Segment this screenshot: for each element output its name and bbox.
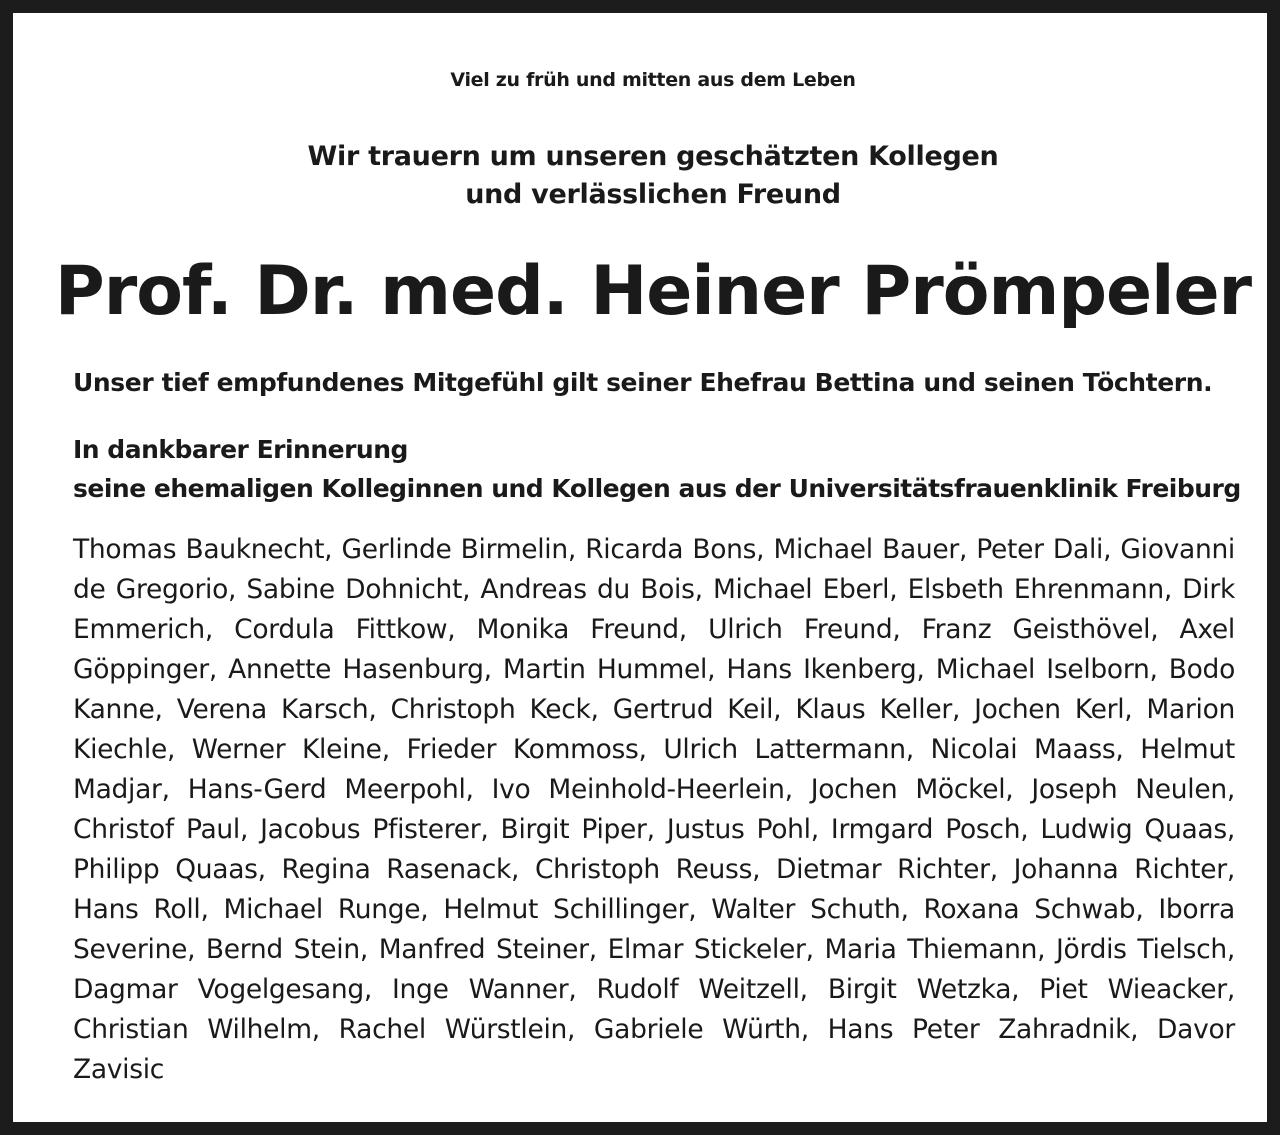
subtitle-line-2: und verlässlichen Freund	[465, 179, 841, 210]
deceased-name: Prof. Dr. med. Heiner Prömpeler	[54, 252, 1252, 331]
colleague-names-list: Thomas Bauknecht, Gerlinde Birmelin, Ricarda Bons, Michael Bauer, Peter Dali, Giovanni de Gregorio, Sabine Dohnicht, Andreas du Bois, Michael Eberl, Elsbeth Ehrenmann, Dirk Emmerich, Cordula Fittkow, Monika Freund, Ulrich Freund, Franz Geisthövel, Axel Göppinger, Annette Hasenburg, Martin Hummel, Hans Ikenberg, Michael Iselborn, Bodo Kanne, Verena Karsch, Christoph Keck, Gertrud Keil, Klaus Keller, Jochen Kerl, Marion Kiechle, Werner Kleine, Frieder Kommoss, Ulrich Lattermann, Nicolai Maass, Helmut Madjar, Hans-Gerd Meerpohl, Ivo Meinhold-Heerlein, Jochen Möckel, Joseph Neulen, Christof Paul, Jacobus Pfisterer, Birgit Piper, Justus Pohl, Irmgard Posch, Ludwig Quaas, Philipp Quaas, Regina Rasenack, Christoph Reuss, Dietmar Richter, Johanna Richter, Hans Roll, Michael Runge, Helmut Schillinger, Walter Schuth, Roxana Schwab, Iborra Severine, Bernd Stein, Manfred Steiner, Elmar Stickeler, Maria Thiemann, Jördis Tielsch, Dagmar Vogelgesang, Inge Wanner, Rudolf Weitzell, Birgit Wetzka, Piet Wieacker, Christian Wilhelm, Rachel Würstlein, Gabriele Würth, Hans Peter Zahradnik, Davor Zavisic	[73, 534, 1235, 1085]
intro-line: Viel zu früh und mitten aus dem Leben	[450, 69, 856, 91]
condolence-text: Unser tief empfundenes Mitgefühl gilt seiner Ehefrau Bettina und seinen Töchtern.	[73, 368, 1213, 397]
memory-line-2: seine ehemaligen Kolleginnen und Kollegen aus der Universitätsfrauenklinik Freiburg	[73, 474, 1241, 503]
subtitle-line-1: Wir trauern um unseren geschätzten Kollegen	[307, 141, 999, 172]
mourning-subtitle	[13, 138, 1280, 214]
memory-line-1: In dankbarer Erinnerung	[73, 435, 408, 464]
memory-block	[73, 430, 1241, 508]
